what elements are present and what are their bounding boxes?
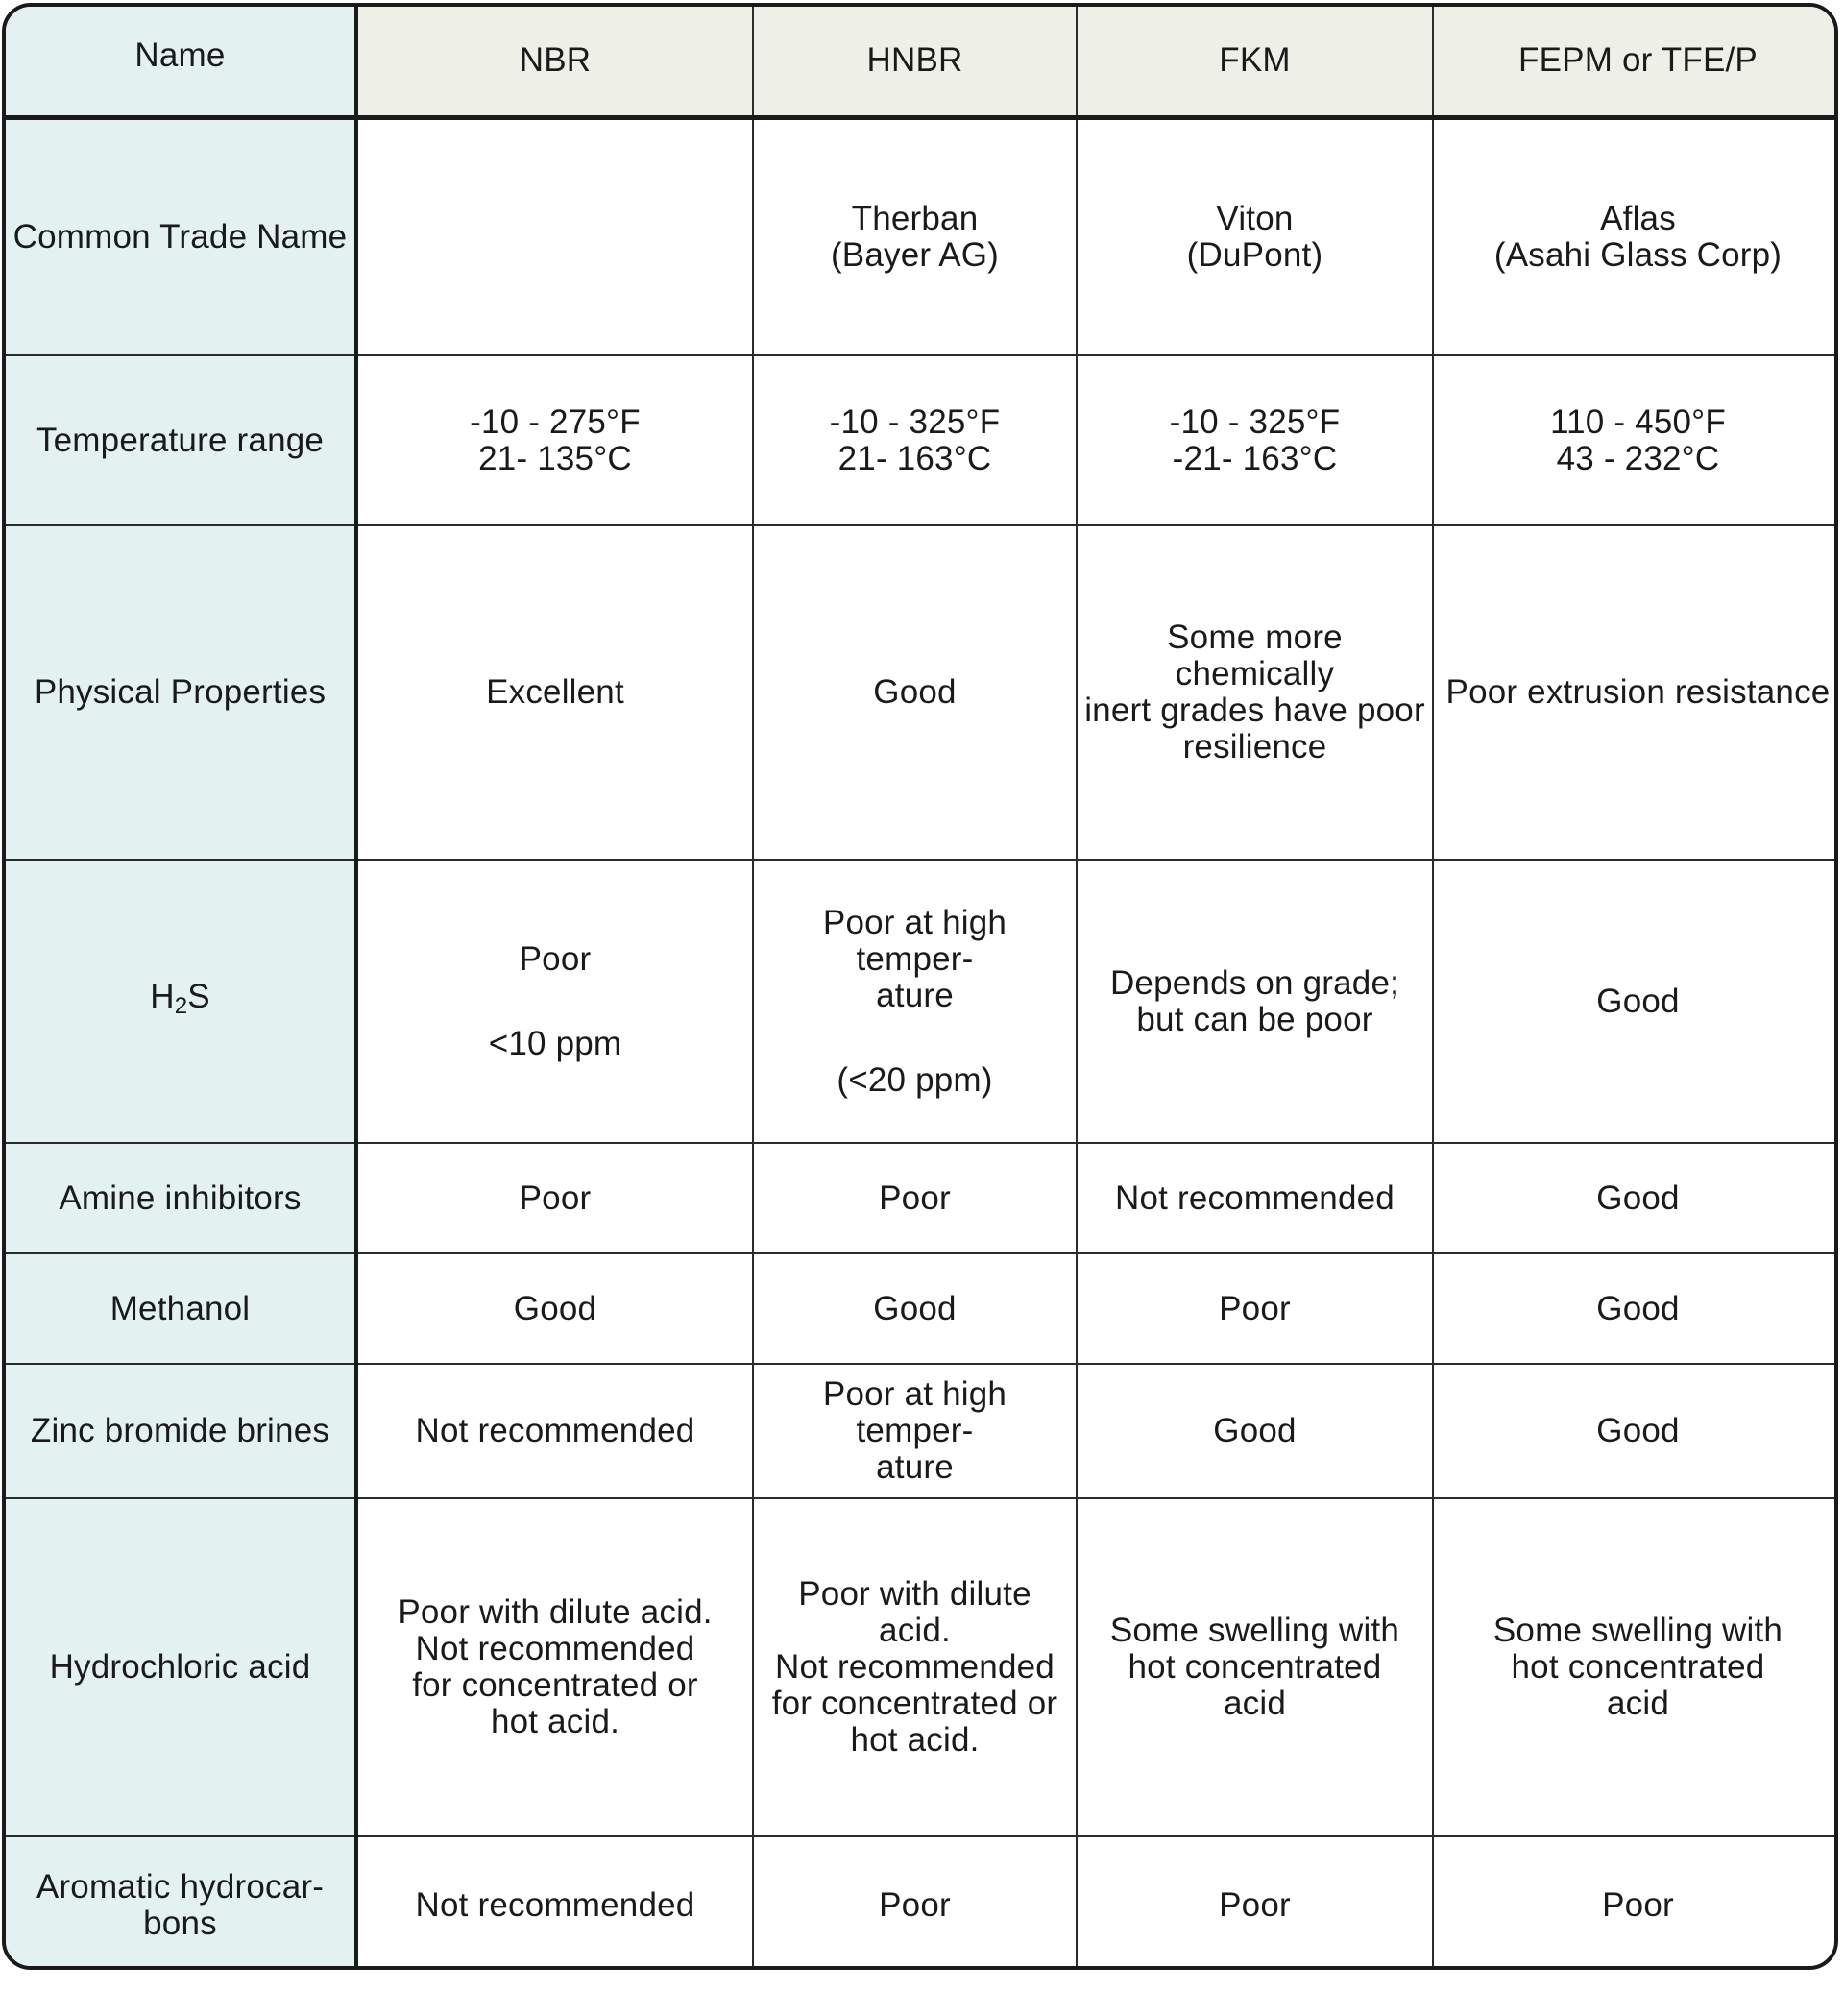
cell-aromatic-nbr: Not recommended [356, 1836, 753, 1970]
row-label-trade-name: Common Trade Name [6, 117, 356, 355]
cell-temperature-fepm: 110 - 450°F 43 - 232°C [1433, 355, 1838, 525]
table-row-trade-name [6, 117, 1838, 355]
row-label-physical: Physical Properties [6, 525, 356, 860]
cell-amine-nbr: Poor [356, 1143, 753, 1253]
header-fepm: FEPM or TFE/P [1433, 7, 1838, 117]
cell-temperature-hnbr: -10 - 325°F 21- 163°C [753, 355, 1077, 525]
table-row-physical [6, 525, 1838, 860]
cell-amine-fkm: Not recommended [1077, 1143, 1433, 1253]
table-row-aromatic [6, 1836, 1838, 1970]
row-label-temperature: Temperature range [6, 355, 356, 525]
header-nbr: NBR [356, 7, 753, 117]
cell-physical-hnbr: Good [753, 525, 1077, 860]
header-name: Name [6, 7, 356, 117]
cell-trade-name-fkm: Viton (DuPont) [1077, 117, 1433, 355]
header-row [6, 7, 1838, 117]
cell-zinc-nbr: Not recommended [356, 1364, 753, 1498]
cell-h2s-hnbr-line2: (<20 ppm) [837, 1060, 993, 1099]
cell-zinc-hnbr: Poor at high temper- ature [753, 1364, 1077, 1498]
table-row-h2s [6, 860, 1838, 1143]
cell-physical-fepm: Poor extrusion resistance [1433, 525, 1838, 860]
row-label-amine: Amine inhibitors [6, 1143, 356, 1253]
cell-h2s-fepm [1433, 860, 1838, 1143]
cell-h2s-hnbr-line1: Poor at high temper- ature [822, 903, 1007, 1014]
properties-table-frame [2, 3, 1838, 1970]
table-row-zinc-bromide [6, 1364, 1838, 1498]
cell-h2s-nbr [356, 860, 753, 1143]
row-label-hydrochloric: Hydrochloric acid [6, 1498, 356, 1836]
cell-hcl-nbr: Poor with dilute acid. Not recommended for concentrated or hot acid. [356, 1498, 753, 1836]
cell-methanol-fepm: Good [1433, 1253, 1838, 1364]
cell-zinc-fkm: Good [1077, 1364, 1433, 1498]
table-row-hydrochloric [6, 1498, 1838, 1836]
cell-amine-hnbr: Poor [753, 1143, 1077, 1253]
cell-hcl-hnbr: Poor with dilute acid. Not recommended for concentrated or hot acid. [753, 1498, 1077, 1836]
cell-trade-name-nbr [356, 117, 753, 355]
cell-aromatic-fkm: Poor [1077, 1836, 1433, 1970]
cell-hcl-fkm: Some swelling with hot concentrated acid [1077, 1498, 1433, 1836]
cell-h2s-fkm-line1: Depends on grade; but can be poor [1109, 963, 1400, 1038]
cell-h2s-fepm-line1: Good [1596, 982, 1680, 1020]
elastomer-properties-table [6, 7, 1838, 1970]
cell-physical-fkm: Some more chemically inert grades have poor resilience [1077, 525, 1433, 860]
row-label-zinc-bromide: Zinc bromide brines [6, 1364, 356, 1498]
cell-hcl-fepm: Some swelling with hot concentrated acid [1433, 1498, 1838, 1836]
cell-amine-fepm: Good [1433, 1143, 1838, 1253]
cell-methanol-fkm: Poor [1077, 1253, 1433, 1364]
cell-h2s-nbr-line2: <10 ppm [488, 1024, 622, 1062]
cell-temperature-fkm: -10 - 325°F -21- 163°C [1077, 355, 1433, 525]
table-row-amine [6, 1143, 1838, 1253]
cell-trade-name-fepm: Aflas (Asahi Glass Corp) [1433, 117, 1838, 355]
row-label-methanol: Methanol [6, 1253, 356, 1364]
h2s-h: H [150, 977, 175, 1015]
h2s-subscript: 2 [174, 992, 188, 1019]
cell-aromatic-hnbr: Poor [753, 1836, 1077, 1970]
cell-h2s-hnbr [753, 860, 1077, 1143]
cell-aromatic-fepm: Poor [1433, 1836, 1838, 1970]
cell-zinc-fepm: Good [1433, 1364, 1838, 1498]
cell-trade-name-hnbr: Therban (Bayer AG) [753, 117, 1077, 355]
table-row-methanol [6, 1253, 1838, 1364]
cell-methanol-hnbr: Good [753, 1253, 1077, 1364]
table-row-temperature [6, 355, 1838, 525]
header-hnbr: HNBR [753, 7, 1077, 117]
row-label-aromatic: Aromatic hydrocar- bons [6, 1836, 356, 1970]
cell-h2s-fkm [1077, 860, 1433, 1143]
header-fkm: FKM [1077, 7, 1433, 117]
row-label-h2s [6, 860, 356, 1143]
cell-h2s-nbr-line1: Poor [519, 939, 592, 978]
cell-physical-nbr: Excellent [356, 525, 753, 860]
h2s-s: S [187, 977, 210, 1015]
cell-temperature-nbr: -10 - 275°F 21- 135°C [356, 355, 753, 525]
cell-methanol-nbr: Good [356, 1253, 753, 1364]
